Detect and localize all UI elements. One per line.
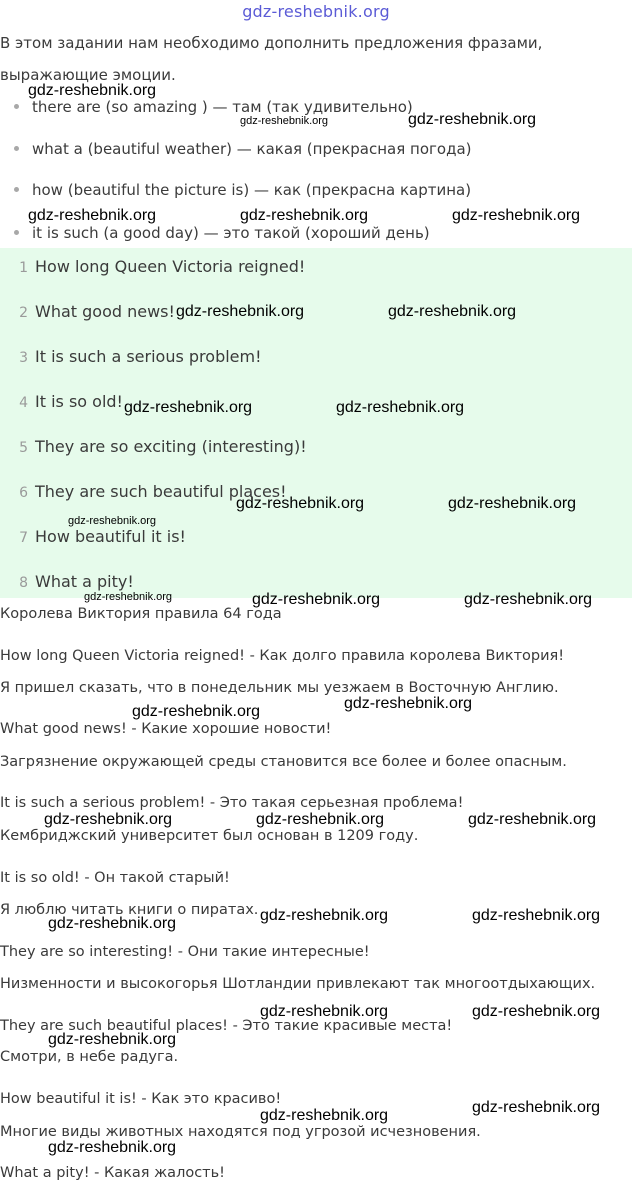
watermark: gdz-reshebnik.org [472,1003,601,1020]
answer-text: They are so exciting (interesting)! [35,437,307,456]
translation-line: What good news! - Какие хорошие новости! [0,721,332,737]
answer-number: 8 [19,575,28,591]
watermark: gdz-reshebnik.org [464,591,593,608]
intro-line-2: выражающие эмоции. [0,66,176,84]
answer-number: 3 [19,350,28,366]
answer-text: It is such a serious problem! [35,347,262,366]
watermark: gdz-reshebnik.org [124,399,253,416]
translation-line: Низменности и высокогорья Шотландии привлекают так многоотдыхающих. [0,976,596,992]
watermark: gdz-reshebnik.org [176,303,305,320]
watermark: gdz-reshebnik.org [468,811,597,828]
watermark: gdz-reshebnik.org [48,915,177,932]
answer-item [0,527,186,546]
watermark: gdz-reshebnik.org [240,115,329,127]
translation-line: They are so interesting! - Они такие интересные! [0,944,370,960]
bullet-dot-icon [14,230,19,235]
answer-item [0,302,175,321]
answer-text: It is so old! [35,392,123,411]
watermark: gdz-reshebnik.org [256,811,385,828]
watermark: gdz-reshebnik.org [28,82,157,99]
answer-text: What good news! [35,302,175,321]
watermark: gdz-reshebnik.org [344,695,473,712]
watermark: gdz-reshebnik.org [68,515,157,527]
answer-text: How beautiful it is! [35,527,186,546]
watermark: gdz-reshebnik.org [336,399,465,416]
translation-line: How beautiful it is! - Как это красиво! [0,1091,282,1107]
translation-line: How long Queen Victoria reigned! - Как долго правила королева Виктория! [0,648,565,664]
translation-line: Я пришел сказать, что в понедельник мы уезжаем в Восточную Англию. [0,680,559,696]
answer-text: What a pity! [35,572,134,591]
watermark: gdz-reshebnik.org [84,591,173,603]
answer-number: 4 [19,395,28,411]
answer-item [0,572,134,591]
answer-number: 1 [19,260,28,276]
answer-number: 5 [19,440,28,456]
bullet-dot-icon [14,187,19,192]
translation-line: It is such a serious problem! - Это такая серьезная проблема! [0,795,464,811]
intro-line-1: В этом задании нам необходимо дополнить предложения фразами, [0,34,543,52]
answer-number: 2 [19,305,28,321]
watermark: gdz-reshebnik.org [260,1107,389,1124]
bullet-item [14,181,471,199]
watermark: gdz-reshebnik.org [452,207,581,224]
watermark: gdz-reshebnik.org [260,907,389,924]
answer-item [0,347,262,366]
translation-line: Королева Виктория правила 64 года [0,606,282,622]
watermark: gdz-reshebnik.org [472,907,601,924]
watermark: gdz-reshebnik.org [28,207,157,224]
watermark: gdz-reshebnik.org [260,1003,389,1020]
translation-line: Кембриджский университет был основан в 1209 году. [0,828,419,844]
bullet-item [14,98,413,116]
bullet-text: how (beautiful the picture is) — как (прекрасна картина) [32,181,472,199]
bullet-text: there are (so amazing ) — там (так удивительно) [32,98,413,116]
answer-item [0,392,123,411]
translation-line: Многие виды животных находятся под угрозой исчезновения. [0,1124,481,1140]
translation-line: What a pity! - Какая жалость! [0,1165,225,1181]
answer-number: 7 [19,530,28,546]
answer-text: How long Queen Victoria reigned! [35,257,306,276]
bullet-text: what a (beautiful weather) — какая (прекрасная погода) [32,140,472,158]
watermark: gdz-reshebnik.org [472,1099,601,1116]
answer-item [0,257,305,276]
bullet-text: it is such (a good day) — это такой (хороший день) [32,224,430,242]
bullet-item [14,224,430,242]
bullet-dot-icon [14,104,19,109]
site-title[interactable]: gdz-reshebnik.org [242,2,390,21]
translation-line: Смотри, в небе радуга. [0,1049,179,1065]
watermark: gdz-reshebnik.org [252,591,381,608]
translation-line: It is so old! - Он такой старый! [0,870,230,886]
watermark: gdz-reshebnik.org [48,1031,177,1048]
watermark: gdz-reshebnik.org [448,495,577,512]
translation-line: Загрязнение окружающей среды становится все более и более опасным. [0,754,567,770]
bullet-dot-icon [14,146,19,151]
watermark: gdz-reshebnik.org [236,495,365,512]
translation-line: They are such beautiful places! - Это такие красивые места! [0,1018,453,1034]
watermark: gdz-reshebnik.org [240,207,369,224]
translation-line: Я люблю читать книги о пиратах. [0,902,259,918]
watermark: gdz-reshebnik.org [48,1139,177,1156]
watermark: gdz-reshebnik.org [44,811,173,828]
watermark: gdz-reshebnik.org [388,303,517,320]
watermark: gdz-reshebnik.org [132,703,261,720]
bullet-item [14,140,471,158]
answer-text: They are such beautiful places! [35,482,287,501]
watermark: gdz-reshebnik.org [408,111,537,128]
answer-item [0,437,307,456]
answer-number: 6 [19,485,28,501]
